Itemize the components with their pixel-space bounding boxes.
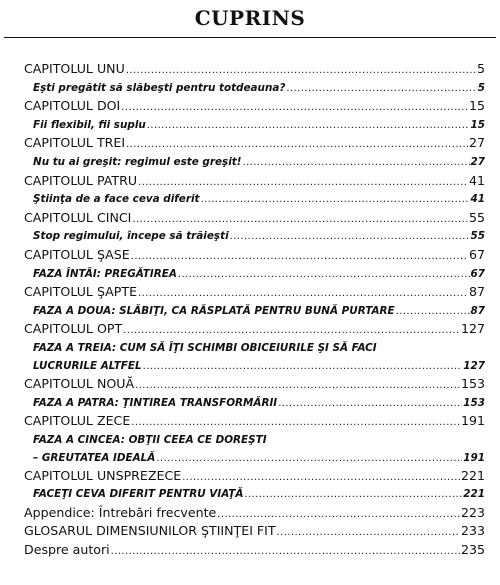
toc-page-number: 153: [460, 375, 485, 391]
toc-page-number: 127: [460, 321, 485, 337]
toc-entry-text: CAPITOLUL PATRU: [24, 172, 138, 188]
toc-chapter-entry: [24, 320, 485, 339]
table-of-contents: [24, 60, 485, 560]
toc-entry-text: Ştiinţa de a face ceva diferit: [33, 193, 200, 206]
toc-page-number: 67: [468, 246, 485, 262]
toc-page-number: 235: [460, 542, 485, 558]
toc-subtitle-entry: [24, 116, 485, 135]
toc-page-number: 233: [460, 523, 485, 539]
toc-subtitle-entry: [24, 153, 485, 172]
toc-chapter-entry: [24, 504, 485, 523]
toc-entry-text: CAPITOLUL DOI: [24, 98, 121, 114]
toc-page-number: 191: [460, 413, 485, 429]
toc-page-number: 191: [463, 451, 485, 464]
toc-entry-text-continued: – GREUTATEA IDEALĂ: [33, 451, 156, 464]
dot-leader: [131, 414, 460, 433]
toc-page-number: 5: [476, 61, 485, 76]
toc-entry-text: Despre autori: [24, 542, 110, 558]
toc-entry-text: CAPITOLUL UNU: [24, 61, 125, 76]
toc-entry-text: CAPITOLUL OPT: [24, 321, 123, 337]
toc-page-number: 55: [468, 209, 485, 225]
toc-page-number: 27: [468, 135, 485, 151]
toc-subtitle-entry: [24, 265, 485, 284]
toc-page-number: 27: [470, 155, 485, 168]
toc-chapter-entry: [24, 412, 485, 431]
toc-subtitle-entry: [24, 227, 485, 246]
dot-leader: [111, 543, 460, 562]
toc-entry-text: CAPITOLUL ZECE: [24, 413, 131, 429]
dot-leader: [286, 80, 476, 99]
toc-chapter-entry: [24, 134, 485, 153]
toc-subtitle-entry: [24, 485, 485, 504]
toc-subtitle-entry: [24, 394, 485, 413]
toc-page-number: 87: [468, 284, 485, 300]
dot-leader: [178, 266, 470, 285]
toc-chapter-entry: [24, 522, 485, 541]
toc-entry-text-continued: LUCRURILE ALTFEL: [33, 359, 142, 372]
toc-entry-text: CAPITOLUL UNSPREZECE: [24, 467, 182, 483]
toc-page-number: 41: [470, 193, 485, 206]
dot-leader: [156, 450, 462, 468]
toc-page-number: 127: [463, 359, 485, 372]
page-title: CUPRINS: [194, 6, 306, 30]
toc-page-number: 55: [470, 230, 485, 243]
toc-entry-text: CAPITOLUL ŞAPTE: [24, 284, 138, 300]
toc-page-number: 153: [463, 396, 485, 409]
dot-leader: [230, 228, 470, 247]
toc-chapter-entry: [24, 60, 485, 79]
toc-entry-text: CAPITOLUL CINCI: [24, 209, 132, 225]
dot-leader: [143, 358, 463, 376]
toc-chapter-entry: [24, 467, 485, 486]
toc-page-number: 15: [468, 98, 485, 114]
toc-entry-text: CAPITOLUL NOUĂ: [24, 375, 135, 391]
dot-leader: [147, 117, 470, 136]
toc-subtitle-entry: [24, 339, 485, 375]
toc-entry-text: FAZA A TREIA: CUM SĂ ÎŢI SCHIMBI OBICEIURILE ŞI SĂ FACI: [33, 341, 377, 354]
toc-entry-text: Stop regimului, începe să trăieşti: [33, 230, 229, 243]
toc-subtitle-entry: [24, 79, 485, 98]
dot-leader: [277, 524, 460, 543]
toc-subtitle-entry: [24, 431, 485, 467]
toc-chapter-entry: [24, 97, 485, 116]
toc-chapter-entry: [24, 541, 485, 560]
toc-chapter-entry: [24, 375, 485, 394]
toc-subtitle-entry: [24, 190, 485, 209]
dot-leader: [242, 154, 469, 173]
toc-entry-text: Fii flexibil, fii suplu: [33, 118, 146, 131]
toc-chapter-entry: [24, 283, 485, 302]
toc-page-number: 15: [470, 118, 485, 131]
toc-chapter-entry: [24, 172, 485, 191]
title-divider: [4, 37, 496, 38]
toc-entry-text: FAZA ÎNTÂI: PREGĂTIREA: [33, 267, 177, 280]
dot-leader: [200, 191, 469, 210]
toc-page-number: 221: [460, 467, 485, 483]
toc-page-number: 87: [470, 304, 485, 317]
toc-entry-text: Eşti pregătit să slăbeşti pentru totdeauna?: [33, 81, 286, 94]
toc-subtitle-entry: [24, 302, 485, 321]
toc-page-number: 221: [463, 488, 485, 501]
toc-page-number: 5: [477, 81, 485, 94]
toc-entry-text: FAZA A DOUA: SLĂBIŢI, CA RĂSPLATĂ PENTRU BUNĂ PURTARE: [33, 304, 395, 317]
dot-leader: [131, 248, 468, 267]
toc-entry-text: FACEŢI CEVA DIFERIT PENTRU VIAŢĂ: [33, 488, 244, 501]
toc-entry-text: CAPITOLUL ŞASE: [24, 246, 130, 262]
toc-entry-text: GLOSARUL DIMENSIUNILOR ŞTIINŢEI FIT: [24, 523, 276, 539]
toc-entry-text: CAPITOLUL TREI: [24, 135, 126, 151]
toc-entry-text: FAZA A CINCEA: OBŢII CEEA CE DOREŞTI: [33, 433, 267, 446]
toc-entry-text: Appendice: Întrebări frecvente: [24, 504, 217, 520]
dot-leader: [244, 486, 462, 505]
toc-page-number: 223: [460, 504, 485, 520]
toc-entry-text: Nu tu ai greşit: regimul este greşit!: [33, 155, 242, 168]
toc-page-number: 41: [468, 172, 485, 188]
toc-chapter-entry: [24, 246, 485, 265]
dot-leader: [396, 303, 470, 322]
toc-page-number: 67: [470, 267, 485, 280]
dot-leader: [278, 395, 462, 414]
dot-leader: [121, 99, 468, 118]
toc-entry-text: FAZA A PATRA: ŢINTIREA TRANSFORMĂRII: [33, 396, 278, 409]
toc-chapter-entry: [24, 209, 485, 228]
